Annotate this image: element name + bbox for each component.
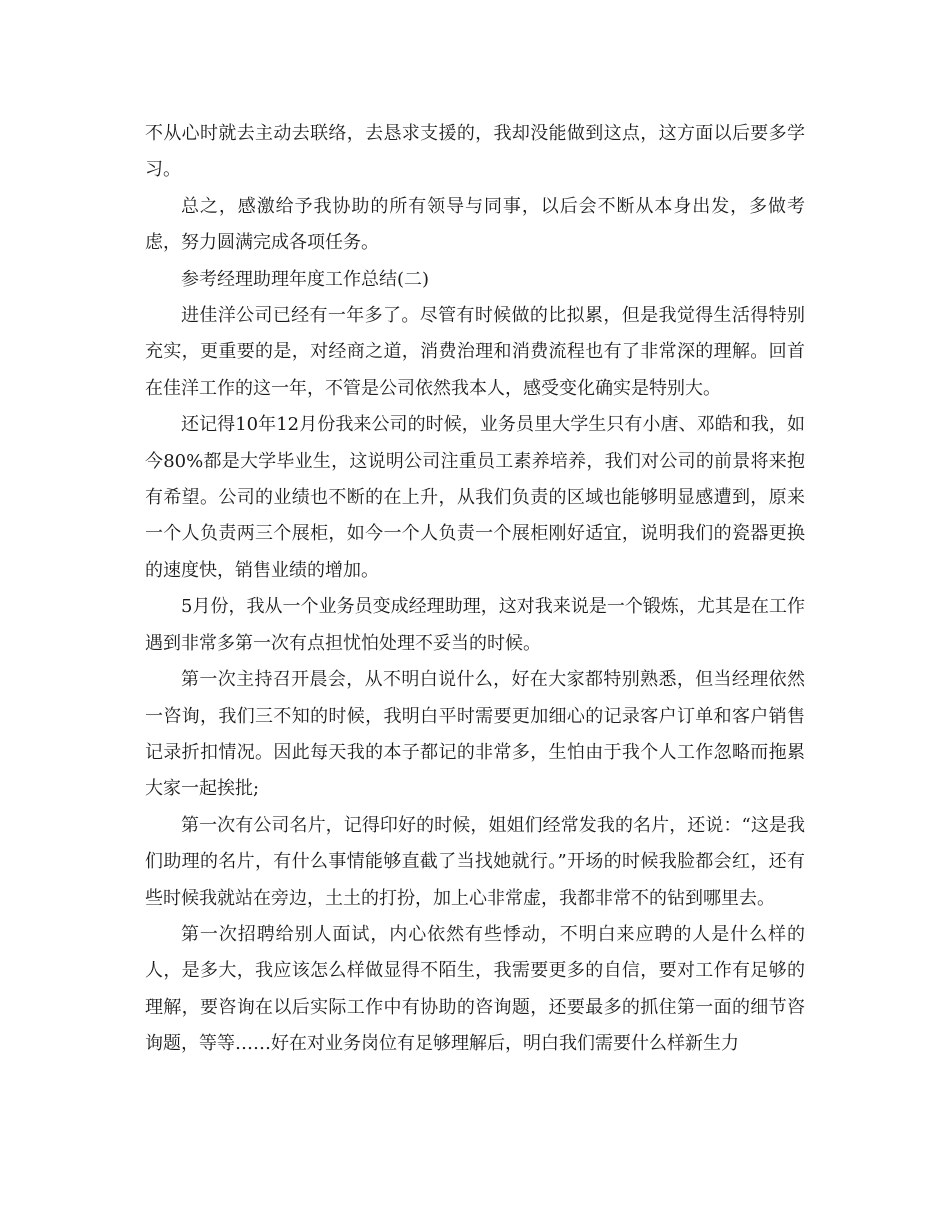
- paragraph-company-growth: 还记得10年12月份我来公司的时候，业务员里大学生只有小唐、邓皓和我，如今80%都是大学毕业生，这说明公司注重员工素养培养，我们对公司的前景将来抱有希望。公司的业绩也不断的在上升，从我们负责的区域也能够明显感遭到，原来一个人负责两三个展柜，如今一个人负责一个展柜刚好适宜，说明我们的瓷器更换的速度快，销售业绩的增加。: [145, 414, 805, 581]
- paragraph-first-interview: 第一次招聘给别人面试，内心依然有些悸动，不明白来应聘的人是什么样的人，是多大，我应该怎么样做显得不陌生，我需要更多的自信，要对工作有足够的理解，要咨询在以后实际工作中有协助的咨询题，还要最多的抓住第一面的细节咨询题，等等……好在对业务岗位有足够理解后，明白我们需要什么样新生力: [145, 923, 805, 1055]
- paragraph-business-card: 第一次有公司名片，记得印好的时候，姐姐们经常发我的名片，还说：“这是我们助理的名片，有什么事情能够直截了当找她就行。”开场的时候我脸都会红，还有些时候我就站在旁边，土土的打扮，加上心非常虚，我都非常不的钻到哪里去。: [145, 814, 805, 909]
- paragraph-conclusion: 总之，感激给予我协助的所有领导与同事，以后会不断从本身出发，多做考虑，努力圆满完成各项任务。: [145, 195, 805, 254]
- paragraph-intro: 进佳洋公司已经有一年多了。尽管有时候做的比拟累，但是我觉得生活得特别充实，更重要的是，对经商之道，消费治理和消费流程也有了非常深的理解。回首在佳洋工作的这一年，不管是公司依然我本人，感受变化确实是特别大。: [145, 305, 805, 399]
- paragraph-continuation: 不从心时就去主动去联络，去恳求支援的，我却没能做到这点，这方面以后要多学习。: [145, 123, 805, 181]
- paragraph-first-meeting: 第一次主持召开晨会，从不明白说什么，好在大家都特别熟悉，但当经理依然一咨询，我们三不知的时候，我明白平时需要更加细心的记录客户订单和客户销售记录折扣情况。因此每天我的本子都记的非常多，生怕由于我个人工作忽略而拖累大家一起挨批;: [145, 669, 805, 800]
- paragraph-promotion: 5月份，我从一个业务员变成经理助理，这对我来说是一个锻炼，尤其是在工作遇到非常多第一次有点担忧怕处理不妥当的时候。: [145, 596, 805, 654]
- document-body: [145, 116, 805, 1063]
- section-heading: 参考经理助理年度工作总结(二): [181, 268, 430, 290]
